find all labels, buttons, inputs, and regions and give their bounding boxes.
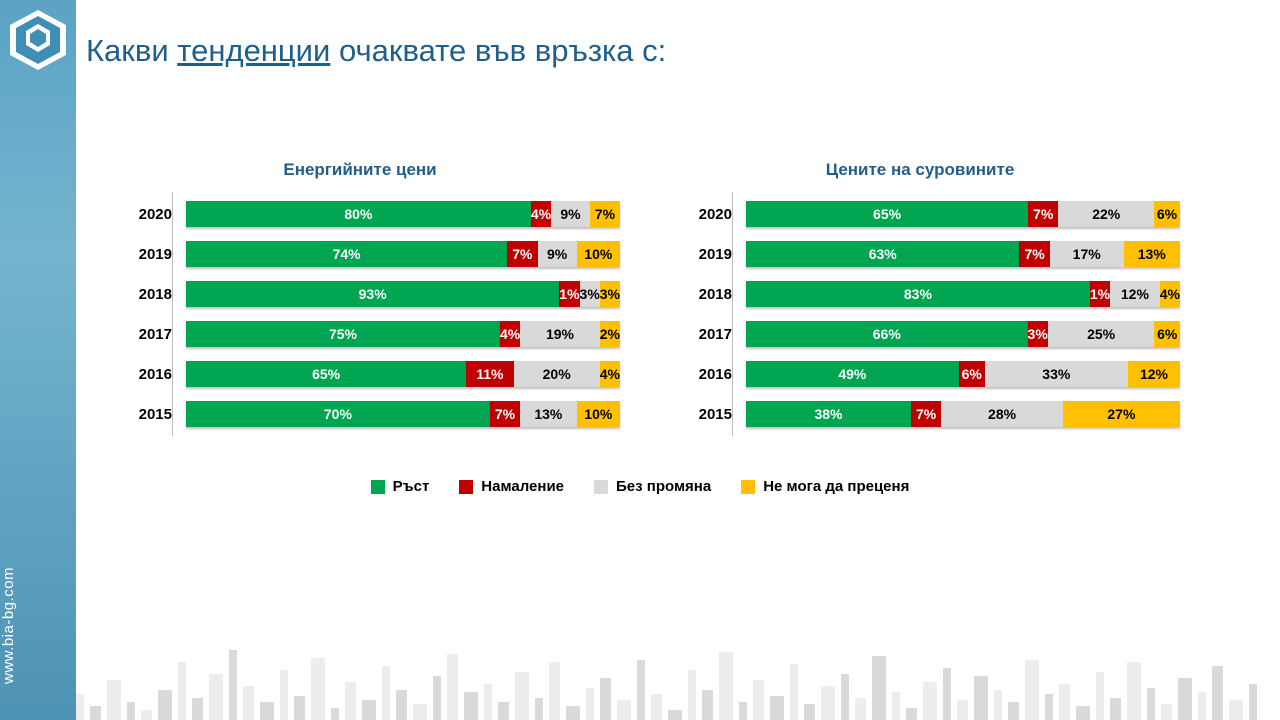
row-year-label: 2019 — [138, 245, 172, 263]
bar-segment-nochange — [514, 361, 600, 387]
bar-segment-nochange — [551, 201, 590, 227]
segment-value-label: 93% — [358, 286, 387, 302]
bar-segment-decline — [559, 281, 579, 307]
stacked-bar — [746, 361, 1180, 387]
chart-row — [660, 318, 1180, 350]
segment-value-label: 7% — [915, 406, 937, 422]
bar-segment-growth — [186, 281, 559, 307]
bar-segment-unsure — [1160, 281, 1180, 307]
segment-value-label: 6% — [1157, 326, 1178, 342]
legend-label: Ръст — [392, 478, 430, 495]
bar-segment-nochange — [580, 281, 600, 307]
bar-segment-unsure — [590, 201, 620, 227]
row-year-label: 2019 — [698, 245, 732, 263]
chart-row — [660, 278, 1180, 310]
bar-segment-growth — [746, 201, 1028, 227]
stacked-bar — [186, 281, 620, 307]
bar-segment-unsure — [1154, 321, 1180, 347]
bar-segment-decline — [500, 321, 520, 347]
legend-swatch-nochange — [594, 480, 608, 494]
segment-value-label: 75% — [328, 326, 357, 342]
bar-segment-decline — [466, 361, 513, 387]
segment-value-label: 7% — [494, 406, 516, 422]
segment-value-label: 6% — [961, 366, 982, 382]
legend-label: Не мога да преценя — [763, 478, 910, 495]
segment-value-label: 1% — [559, 286, 580, 302]
bar-segment-growth — [746, 241, 1019, 267]
segment-value-label: 13% — [1137, 246, 1166, 262]
segment-value-label: 1% — [1089, 286, 1111, 302]
chart-energy-prices — [100, 160, 620, 438]
plot-area — [660, 198, 1180, 430]
segment-value-label: 65% — [312, 366, 341, 382]
segment-value-label: 74% — [332, 246, 361, 262]
segment-value-label: 3% — [579, 286, 600, 302]
segment-value-label: 9% — [560, 206, 581, 222]
website-url: www.bia-bg.com — [0, 566, 17, 684]
bar-segment-nochange — [941, 401, 1063, 427]
bar-segment-decline — [1090, 281, 1110, 307]
stacked-bar — [746, 201, 1180, 227]
legend-item-unsure — [741, 478, 909, 495]
bar-segment-nochange — [1110, 281, 1160, 307]
skyline-decoration — [76, 600, 1280, 720]
stacked-bar — [186, 361, 620, 387]
legend-label: Намаление — [481, 478, 565, 495]
bar-segment-nochange — [1050, 241, 1124, 267]
row-year-label: 2016 — [698, 365, 732, 383]
segment-value-label: 4% — [530, 206, 552, 222]
chart-row — [100, 278, 620, 310]
segment-value-label: 6% — [1156, 206, 1178, 222]
segment-value-label: 4% — [1159, 286, 1180, 302]
bar-segment-growth — [186, 361, 466, 387]
bar-segment-growth — [186, 401, 490, 427]
bar-segment-decline — [1028, 201, 1058, 227]
bar-segment-decline — [959, 361, 985, 387]
bar-segment-growth — [746, 361, 959, 387]
chart-title: Цените на суровините — [825, 160, 1015, 179]
row-year-label: 2020 — [698, 205, 732, 223]
row-year-label: 2020 — [138, 205, 172, 223]
row-year-label: 2017 — [698, 325, 732, 343]
segment-value-label: 22% — [1092, 206, 1121, 222]
bar-segment-nochange — [538, 241, 577, 267]
bar-segment-decline — [911, 401, 941, 427]
chart-row — [660, 358, 1180, 390]
bar-segment-unsure — [1128, 361, 1180, 387]
bar-segment-unsure — [600, 281, 620, 307]
stacked-bar — [186, 321, 620, 347]
segment-value-label: 28% — [988, 406, 1017, 422]
segment-value-label: 80% — [344, 206, 373, 222]
legend-label: Без промяна — [616, 478, 712, 495]
stacked-bar — [746, 321, 1180, 347]
bar-segment-nochange — [985, 361, 1128, 387]
segment-value-label: 25% — [1087, 326, 1116, 342]
bar-segment-unsure — [1063, 401, 1180, 427]
stacked-bar — [186, 401, 620, 427]
segment-value-label: 12% — [1139, 366, 1168, 382]
segment-value-label: 10% — [584, 406, 613, 422]
segment-value-label: 20% — [542, 366, 571, 382]
bia-logo-icon — [8, 8, 68, 72]
legend-swatch-decline — [459, 480, 473, 494]
bar-segment-decline — [507, 241, 537, 267]
stacked-bar — [746, 281, 1180, 307]
title-underlined: тенденции — [177, 33, 331, 68]
bar-segment-nochange — [1058, 201, 1153, 227]
bar-segment-unsure — [1154, 201, 1180, 227]
chart-row — [660, 238, 1180, 270]
bar-segment-unsure — [577, 401, 620, 427]
segment-value-label: 7% — [1024, 246, 1045, 262]
segment-value-label: 10% — [584, 246, 613, 262]
stacked-bar — [746, 241, 1180, 267]
segment-value-label: 4% — [599, 366, 620, 382]
bar-segment-growth — [186, 201, 531, 227]
bar-segment-unsure — [600, 321, 620, 347]
bar-segment-nochange — [520, 401, 576, 427]
chart-raw-material-prices — [660, 160, 1180, 438]
row-year-label: 2017 — [138, 325, 172, 343]
segment-value-label: 2% — [599, 326, 620, 342]
segment-value-label: 65% — [873, 206, 902, 222]
bar-segment-unsure — [600, 361, 620, 387]
legend-swatch-growth — [371, 480, 385, 494]
bar-segment-growth — [186, 241, 507, 267]
bar-segment-decline — [531, 201, 551, 227]
chart-row — [660, 398, 1180, 430]
segment-value-label: 33% — [1042, 366, 1071, 382]
segment-value-label: 17% — [1072, 246, 1101, 262]
chart-row — [100, 398, 620, 430]
chart-row — [100, 318, 620, 350]
title-part-before: Какви — [86, 33, 178, 68]
segment-value-label: 12% — [1120, 286, 1149, 302]
chart-row — [100, 358, 620, 390]
bar-segment-decline — [490, 401, 520, 427]
legend-item-growth — [371, 478, 430, 495]
title-part-after: очаквате във връзка с: — [330, 33, 667, 68]
chart-row — [100, 198, 620, 230]
bar-segment-unsure — [1124, 241, 1180, 267]
segment-value-label: 11% — [476, 366, 504, 382]
stacked-bar — [186, 201, 620, 227]
segment-value-label: 9% — [546, 246, 568, 262]
row-year-label: 2018 — [698, 285, 732, 303]
bar-segment-nochange — [1048, 321, 1155, 347]
chart-title: Енергийните цени — [283, 160, 437, 179]
bar-segment-nochange — [520, 321, 600, 347]
row-year-label: 2015 — [698, 405, 732, 423]
bar-segment-decline — [1019, 241, 1049, 267]
segment-value-label: 3% — [599, 286, 620, 302]
bar-segment-growth — [746, 281, 1090, 307]
legend-item-nochange — [594, 478, 711, 495]
row-year-label: 2015 — [138, 405, 172, 423]
segment-value-label: 70% — [323, 406, 352, 422]
axis-line — [732, 192, 733, 436]
legend-swatch-unsure — [741, 480, 755, 494]
segment-value-label: 7% — [594, 206, 616, 222]
segment-value-label: 83% — [903, 286, 932, 302]
chart-row — [100, 238, 620, 270]
segment-value-label: 4% — [499, 326, 521, 342]
bar-segment-unsure — [577, 241, 620, 267]
bar-segment-growth — [186, 321, 500, 347]
plot-area — [100, 198, 620, 430]
page-title — [86, 33, 666, 69]
axis-line — [172, 192, 173, 436]
stacked-bar — [746, 401, 1180, 427]
left-rail — [0, 0, 76, 720]
segment-value-label: 38% — [814, 406, 843, 422]
segment-value-label: 63% — [868, 246, 897, 262]
segment-value-label: 3% — [1027, 326, 1048, 342]
segment-value-label: 66% — [872, 326, 901, 342]
chart-row — [660, 198, 1180, 230]
row-year-label: 2016 — [138, 365, 172, 383]
segment-value-label: 7% — [1033, 206, 1054, 222]
bar-segment-growth — [746, 321, 1028, 347]
segment-value-label: 27% — [1107, 406, 1136, 422]
stacked-bar — [186, 241, 620, 267]
segment-value-label: 49% — [838, 366, 867, 382]
row-year-label: 2018 — [138, 285, 172, 303]
bar-segment-growth — [746, 401, 911, 427]
segment-value-label: 7% — [512, 246, 533, 262]
segment-value-label: 19% — [545, 326, 574, 342]
segment-value-label: 13% — [534, 406, 563, 422]
chart-legend — [0, 478, 1280, 495]
legend-item-decline — [459, 478, 564, 495]
bar-segment-decline — [1028, 321, 1048, 347]
